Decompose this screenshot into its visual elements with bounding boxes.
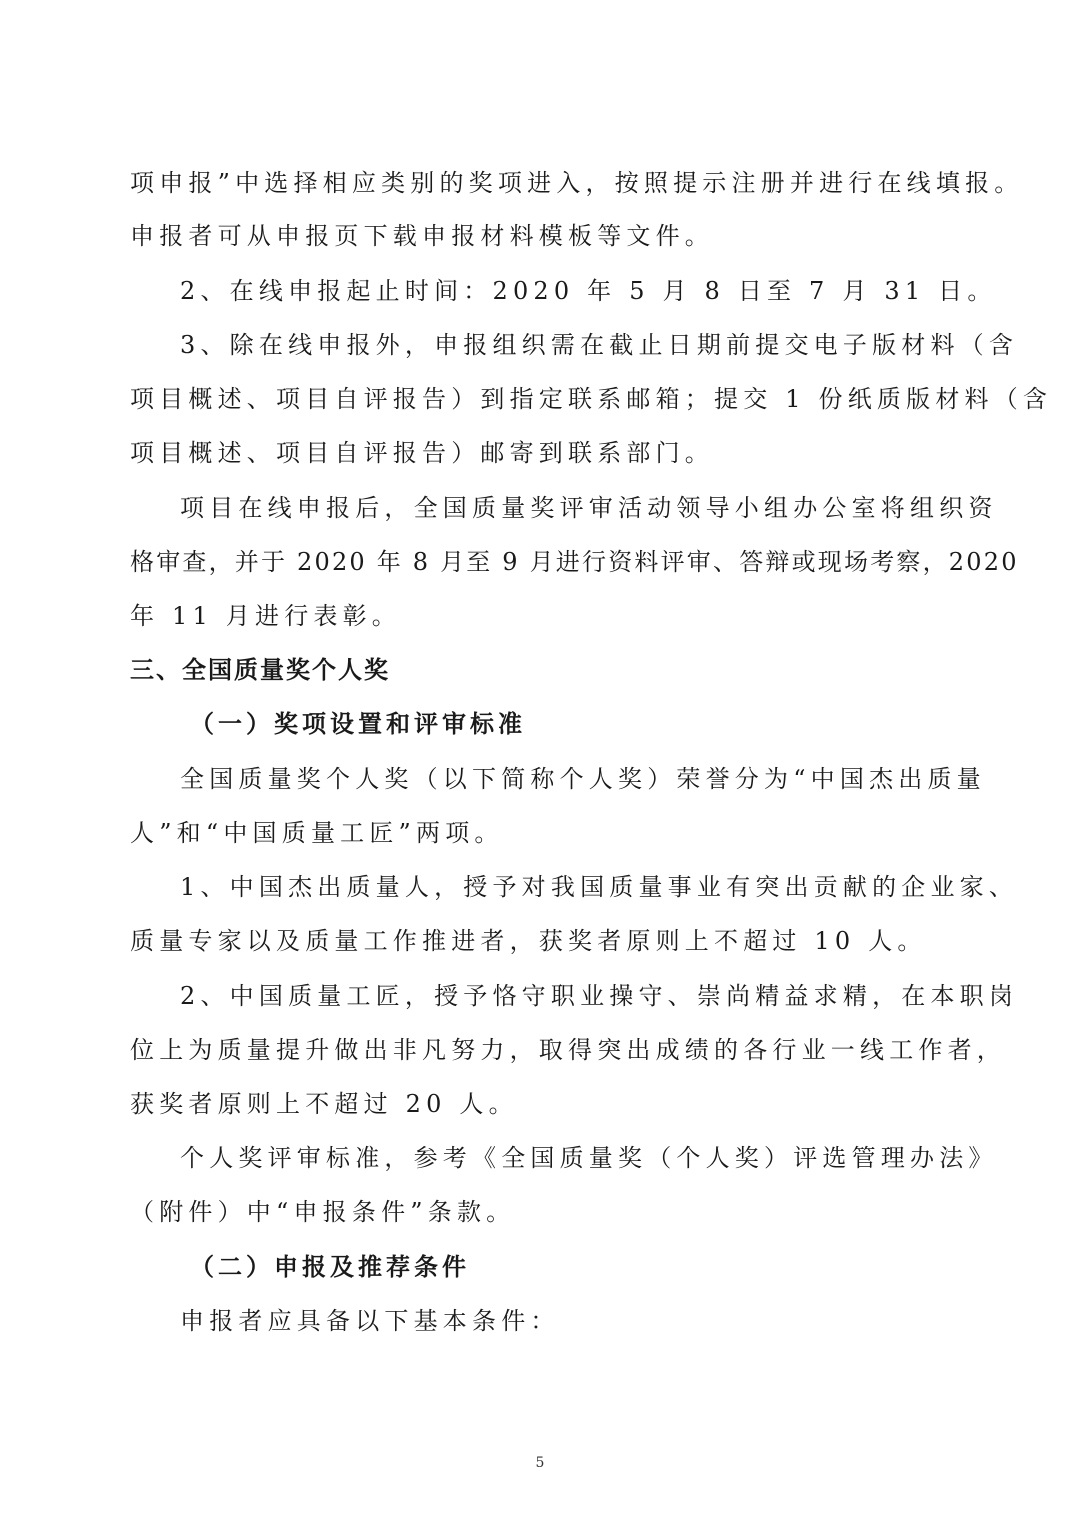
paragraph-line: 年 11 月进行表彰。 (130, 602, 401, 630)
paragraph-line: 项目在线申报后，全国质量奖评审活动领导小组办公室将组织资 (180, 494, 998, 522)
list-item-outstanding-person: 1、中国杰出质量人，授予对我国质量事业有突出贡献的企业家、 (180, 873, 1019, 901)
paragraph-line: 人”和“中国质量工匠”两项。 (130, 819, 504, 847)
paragraph-line: 格审查，并于 2020 年 8 月至 9 月进行资料评审、答辩或现场考察，2020 (130, 548, 1019, 576)
paragraph-line: 项目概述、项目自评报告）邮寄到联系部门。 (130, 439, 714, 467)
page-number: 5 (535, 1455, 545, 1471)
paragraph-line: 个人奖评审标准，参考《全国质量奖（个人奖）评选管理办法》 (180, 1144, 998, 1172)
list-item-online-period: 2、在线申报起止时间：2020 年 5 月 8 日至 7 月 31 日。 (180, 277, 997, 305)
list-item-submission: 3、除在线申报外，申报组织需在截止日期前提交电子版材料（含 (180, 331, 1019, 359)
section-heading: 三、全国质量奖个人奖 (130, 656, 390, 684)
paragraph-line: 获奖者原则上不超过 20 人。 (130, 1090, 518, 1118)
paragraph-line: 项目概述、项目自评报告）到指定联系邮箱；提交 1 份纸质版材料（含 (130, 385, 1053, 413)
paragraph-line: 全国质量奖个人奖（以下简称个人奖）荣誉分为“中国杰出质量 (180, 765, 986, 793)
paragraph-line: 项申报”中选择相应类别的奖项进入，按照提示注册并进行在线填报。 (130, 169, 1024, 197)
paragraph-line: （附件）中“申报条件”条款。 (130, 1198, 516, 1226)
subsection-heading: （二）申报及推荐条件 (190, 1252, 470, 1281)
paragraph-line: 申报者应具备以下基本条件： (180, 1307, 560, 1335)
paragraph-line: 位上为质量提升做出非凡努力，取得突出成绩的各行业一线工作者， (130, 1036, 1006, 1064)
paragraph-line: 申报者可从申报页下载申报材料模板等文件。 (130, 222, 714, 250)
subsection-heading: （一）奖项设置和评审标准 (190, 709, 526, 738)
paragraph-line: 质量专家以及质量工作推进者，获奖者原则上不超过 10 人。 (130, 927, 927, 955)
list-item-quality-craftsman: 2、中国质量工匠，授予恪守职业操守、崇尚精益求精，在本职岗 (180, 982, 1019, 1010)
